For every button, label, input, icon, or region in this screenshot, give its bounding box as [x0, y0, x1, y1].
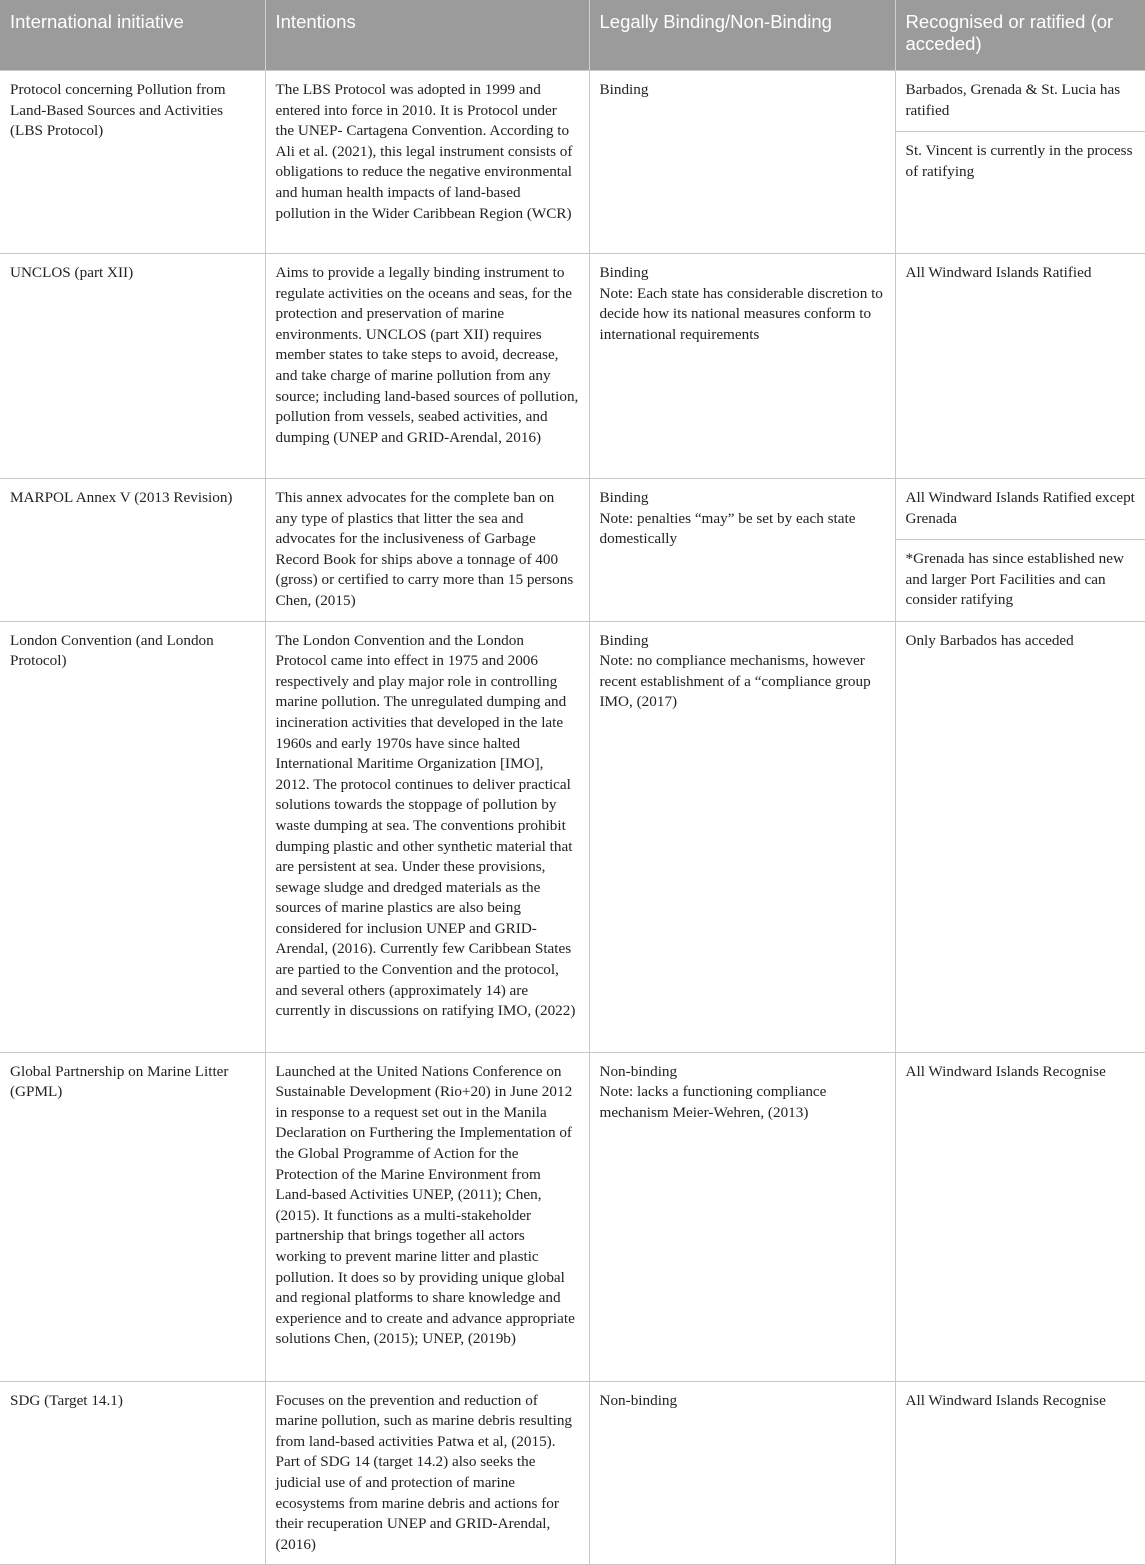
binding-cell [589, 621, 895, 1052]
binding-status: Non-binding [600, 1391, 885, 1412]
intentions-cell: Aims to provide a legally binding instrument to regulate activities on the oceans and seas, for the protection and preservation of marine environments. UNCLOS (part XII) requires member states to take steps to avoid, decrease, and take charge of marine pollution from any source; including land-based sources of pollution, pollution from vessels, seabed activities, and dumping (UNEP and GRID-Arendal, 2016) [265, 254, 589, 479]
header-status: Recognised or ratified (or acceded) [895, 0, 1145, 71]
binding-cell [589, 1381, 895, 1565]
header-binding: Legally Binding/Non-Binding [589, 0, 895, 71]
status-entry: St. Vincent is currently in the process of ratifying [896, 131, 1145, 191]
status-entry: All Windward Islands Ratified except Grenada [896, 479, 1145, 539]
binding-status: Binding [600, 80, 885, 101]
status-entry: Barbados, Grenada & St. Lucia has ratified [896, 71, 1145, 131]
initiative-cell: SDG (Target 14.1) [0, 1381, 265, 1565]
status-cell: All Windward Islands Recognise [895, 1052, 1145, 1381]
binding-note: Note: Each state has considerable discretion to decide how its national measures conform to international requirements [600, 284, 885, 346]
header-initiative: International initiative [0, 0, 265, 71]
table-row [0, 1381, 1145, 1565]
binding-status: Non-binding [600, 1062, 885, 1083]
status-cell: Only Barbados has acceded [895, 621, 1145, 1052]
status-cell [895, 71, 1145, 254]
binding-cell [589, 254, 895, 479]
binding-status: Binding [600, 263, 885, 284]
status-cell: All Windward Islands Recognise [895, 1381, 1145, 1565]
intentions-cell: Launched at the United Nations Conference on Sustainable Development (Rio+20) in June 2012 in response to a request set out in the Manila Declaration on Furthering the Implementation of the Global Programme of Action for the Protection of the Marine Environment from Land-based Activities UNEP, (2011); Chen, (2015). It functions as a multi-stakeholder partnership that brings together all actors working to prevent marine litter and plastic pollution. It does so by providing unique global and regional platforms to share knowledge and experience and to create and advance appropriate solutions Chen, (2015); UNEP, (2019b) [265, 1052, 589, 1381]
binding-cell [589, 479, 895, 622]
intentions-cell: The London Convention and the London Protocol came into effect in 1975 and 2006 respectively and play major role in controlling marine pollution. The unregulated dumping and incineration activities that developed in the late 1960s and early 1970s have since halted International Maritime Organization [IMO], 2012. The protocol continues to deliver practical solutions towards the stoppage of pollution by waste dumping at sea. The conventions prohibit dumping plastic and other synthetic material that are persistent at sea. Under these provisions, sewage sludge and dredged materials as the sources of marine plastics are also being considered for inclusion UNEP and GRID-Arendal, (2016). Currently few Caribbean States are partied to the Convention and the protocol, and several others (approximately 14) are currently in discussions on ratifying IMO, (2022) [265, 621, 589, 1052]
table-row [0, 621, 1145, 1052]
initiative-cell: London Convention (and London Protocol) [0, 621, 265, 1052]
binding-note: Note: penalties “may” be set by each state domestically [600, 509, 885, 550]
initiative-cell: Global Partnership on Marine Litter (GPML) [0, 1052, 265, 1381]
initiative-cell: UNCLOS (part XII) [0, 254, 265, 479]
header-row [0, 0, 1145, 71]
status-cell [895, 479, 1145, 622]
initiative-cell: MARPOL Annex V (2013 Revision) [0, 479, 265, 622]
status-cell: All Windward Islands Ratified [895, 254, 1145, 479]
table-row [0, 254, 1145, 479]
initiative-cell: Protocol concerning Pollution from Land-Based Sources and Activities (LBS Protocol) [0, 71, 265, 254]
intentions-cell: This annex advocates for the complete ban on any type of plastics that litter the sea and advocates for the inclusiveness of Garbage Record Book for ships above a tonnage of 400 (gross) or certified to carry more than 15 persons Chen, (2015) [265, 479, 589, 622]
binding-note: Note: no compliance mechanisms, however recent establishment of a “compliance group IMO, (2017) [600, 651, 885, 713]
binding-note: Note: lacks a functioning compliance mechanism Meier-Wehren, (2013) [600, 1082, 885, 1123]
binding-cell [589, 1052, 895, 1381]
binding-status: Binding [600, 631, 885, 652]
binding-cell [589, 71, 895, 254]
table-row [0, 479, 1145, 622]
intentions-cell: Focuses on the prevention and reduction of marine pollution, such as marine debris resulting from land-based activities Patwa et al, (2015). Part of SDG 14 (target 14.2) also seeks the judicial use of and protection of marine ecosystems from marine debris and actions for their recuperation UNEP and GRID-Arendal, (2016) [265, 1381, 589, 1565]
table-row [0, 71, 1145, 254]
table-row [0, 1052, 1145, 1381]
status-entry: *Grenada has since established new and larger Port Facilities and can consider ratifying [896, 539, 1145, 620]
header-intentions: Intentions [265, 0, 589, 71]
intentions-cell: The LBS Protocol was adopted in 1999 and entered into force in 2010. It is Protocol under the UNEP- Cartagena Convention. According to Ali et al. (2021), this legal instrument consists of obligations to reduce the negative environmental and human health impacts of land-based pollution in the Wider Caribbean Region (WCR) [265, 71, 589, 254]
binding-status: Binding [600, 488, 885, 509]
